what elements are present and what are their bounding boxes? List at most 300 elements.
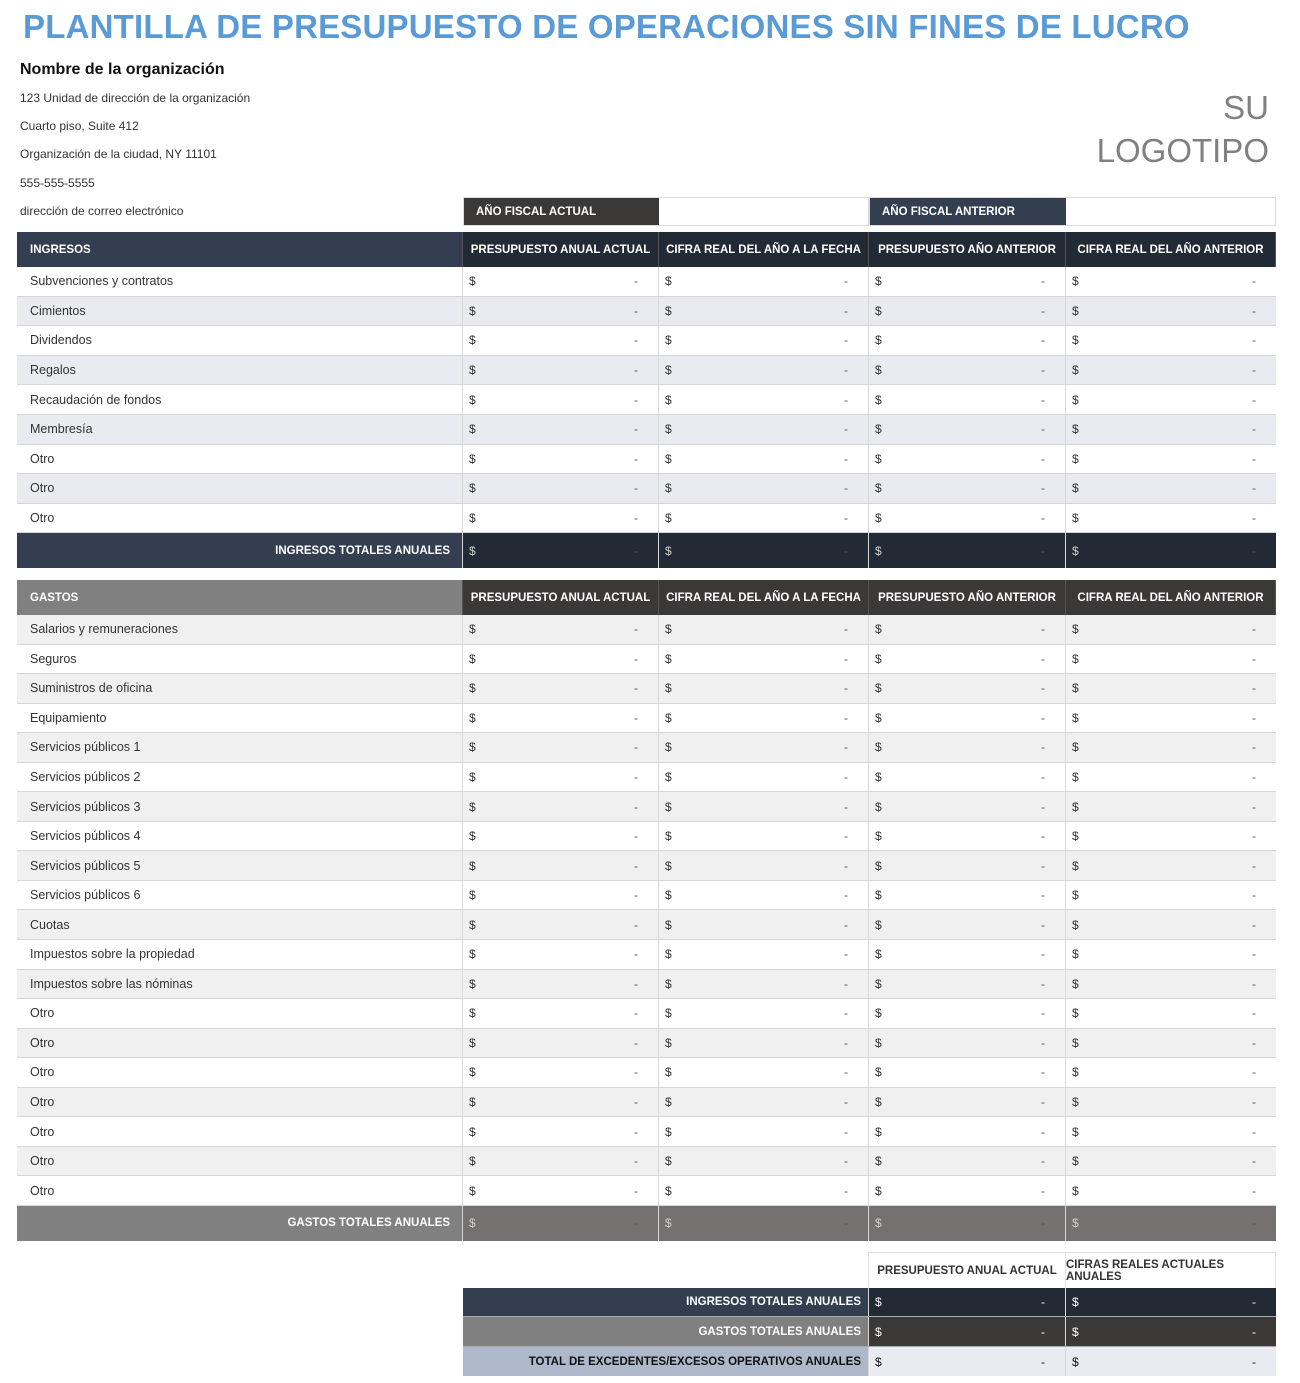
value-cell[interactable]: [463, 970, 659, 999]
value-cell[interactable]: [659, 674, 869, 703]
value-cell[interactable]: [463, 1176, 659, 1205]
currency-symbol: $: [875, 1295, 882, 1309]
value-cell[interactable]: [1066, 356, 1276, 385]
value: -: [634, 1124, 638, 1139]
value: -: [1252, 511, 1256, 526]
expenses-total-cell: [869, 1206, 1066, 1241]
table-row: [17, 1058, 1276, 1088]
row-label[interactable]: Servicios públicos 2: [17, 763, 463, 792]
expenses-total-row: [17, 1206, 1276, 1241]
organization-name[interactable]: Nombre de la organización: [20, 61, 225, 78]
value-cell[interactable]: [659, 822, 869, 851]
value-cell[interactable]: [659, 940, 869, 969]
value-cell[interactable]: [869, 1176, 1066, 1205]
summary-cell: [869, 1317, 1066, 1346]
value: -: [1041, 1295, 1045, 1309]
value: -: [844, 422, 848, 437]
value-cell[interactable]: [869, 970, 1066, 999]
value-cell[interactable]: [1066, 999, 1276, 1028]
value-cell[interactable]: [659, 326, 869, 355]
value: -: [844, 1006, 848, 1021]
currency-symbol: $: [469, 740, 476, 755]
value-cell[interactable]: [1066, 1176, 1276, 1205]
value-cell[interactable]: [869, 940, 1066, 969]
row-label[interactable]: Otro: [17, 474, 463, 503]
value: -: [844, 651, 848, 666]
currency-symbol: $: [875, 451, 882, 466]
currency-symbol: $: [1072, 740, 1079, 755]
value-cell[interactable]: [1066, 615, 1276, 644]
value-cell[interactable]: [659, 415, 869, 444]
currency-symbol: $: [665, 858, 672, 873]
value: -: [634, 888, 638, 903]
phone[interactable]: 555-555-5555: [20, 176, 95, 190]
value-cell[interactable]: [1066, 474, 1276, 503]
currency-symbol: $: [1072, 274, 1079, 289]
value: -: [1041, 451, 1045, 466]
value-cell[interactable]: [1066, 1117, 1276, 1146]
row-label[interactable]: Cuotas: [17, 910, 463, 939]
value-cell[interactable]: [869, 733, 1066, 762]
fiscal-year-current-label: AÑO FISCAL ACTUAL: [464, 198, 659, 225]
row-label[interactable]: Membresía: [17, 415, 463, 444]
value-cell[interactable]: [1066, 326, 1276, 355]
summary-row-surplus: [463, 1347, 1276, 1376]
currency-symbol: $: [875, 1006, 882, 1021]
value-cell[interactable]: [1066, 415, 1276, 444]
value: -: [1252, 1324, 1256, 1339]
col-header-prev-budget: PRESUPUESTO AÑO ANTERIOR: [869, 232, 1066, 267]
income-total-cell: [869, 533, 1066, 568]
value-cell[interactable]: [463, 645, 659, 674]
value: -: [844, 681, 848, 696]
value-cell[interactable]: [463, 910, 659, 939]
currency-symbol: $: [1072, 710, 1079, 725]
summary-col-header-actual: CIFRAS REALES ACTUALES ANUALES: [1066, 1252, 1276, 1288]
currency-symbol: $: [469, 1065, 476, 1080]
summary-col-header-budget: PRESUPUESTO ANUAL ACTUAL: [869, 1252, 1066, 1288]
currency-symbol: $: [469, 1216, 476, 1231]
currency-symbol: $: [1072, 511, 1079, 526]
value: -: [1041, 917, 1045, 932]
currency-symbol: $: [665, 947, 672, 962]
value-cell[interactable]: [463, 615, 659, 644]
currency-symbol: $: [469, 1095, 476, 1110]
value-cell[interactable]: [1066, 763, 1276, 792]
table-row: [17, 763, 1276, 793]
value-cell[interactable]: [463, 792, 659, 821]
value: -: [844, 740, 848, 755]
value: -: [1041, 1006, 1045, 1021]
email[interactable]: dirección de correo electrónico: [20, 204, 184, 218]
value: -: [844, 976, 848, 991]
value-cell[interactable]: [659, 1058, 869, 1087]
value: -: [844, 451, 848, 466]
value-cell[interactable]: [659, 733, 869, 762]
currency-symbol: $: [665, 888, 672, 903]
value-cell[interactable]: [1066, 645, 1276, 674]
value-cell[interactable]: [659, 504, 869, 533]
income-total-cell: [659, 533, 869, 568]
value: -: [634, 917, 638, 932]
value-cell[interactable]: [1066, 792, 1276, 821]
value-cell[interactable]: [463, 385, 659, 414]
currency-symbol: $: [1072, 422, 1079, 437]
currency-symbol: $: [875, 543, 882, 558]
value-cell[interactable]: [1066, 297, 1276, 326]
value-cell[interactable]: [869, 763, 1066, 792]
value-cell[interactable]: [659, 297, 869, 326]
value: -: [1252, 799, 1256, 814]
currency-symbol: $: [665, 363, 672, 378]
value: -: [634, 511, 638, 526]
value-cell[interactable]: [659, 704, 869, 733]
value-cell[interactable]: [659, 615, 869, 644]
fiscal-year-current-input[interactable]: [659, 198, 868, 225]
row-label[interactable]: Subvenciones y contratos: [17, 267, 463, 296]
currency-symbol: $: [875, 651, 882, 666]
value: -: [1252, 543, 1256, 558]
value-cell[interactable]: [463, 297, 659, 326]
value-cell[interactable]: [659, 792, 869, 821]
value: -: [1041, 651, 1045, 666]
value-cell[interactable]: [1066, 733, 1276, 762]
value-cell[interactable]: [869, 1147, 1066, 1176]
fiscal-year-current: [463, 197, 869, 226]
value-cell[interactable]: [1066, 1058, 1276, 1087]
value-cell[interactable]: [1066, 704, 1276, 733]
address-line-1[interactable]: 123 Unidad de dirección de la organización: [20, 91, 251, 105]
col-header-prev-actual: CIFRA REAL DEL AÑO ANTERIOR: [1066, 232, 1276, 267]
address-line-2[interactable]: Cuarto piso, Suite 412: [20, 119, 139, 133]
value-cell[interactable]: [1066, 445, 1276, 474]
row-label[interactable]: Servicios públicos 4: [17, 822, 463, 851]
value-cell[interactable]: [463, 1147, 659, 1176]
currency-symbol: $: [665, 543, 672, 558]
currency-symbol: $: [665, 511, 672, 526]
currency-symbol: $: [875, 799, 882, 814]
value: -: [1252, 1006, 1256, 1021]
value: -: [844, 543, 848, 558]
value: -: [1252, 1095, 1256, 1110]
row-label[interactable]: Impuestos sobre las nóminas: [17, 970, 463, 999]
table-row: [17, 881, 1276, 911]
currency-symbol: $: [469, 770, 476, 784]
value: -: [1252, 681, 1256, 696]
value-cell[interactable]: [1066, 940, 1276, 969]
value-cell[interactable]: [869, 267, 1066, 296]
value-cell[interactable]: [659, 645, 869, 674]
value: -: [1041, 1183, 1045, 1198]
value-cell[interactable]: [463, 504, 659, 533]
currency-symbol: $: [665, 799, 672, 814]
value: -: [1252, 333, 1256, 348]
value-cell[interactable]: [463, 733, 659, 762]
row-label[interactable]: Otro: [17, 1117, 463, 1146]
summary-row-expenses: [463, 1317, 1276, 1347]
value-cell[interactable]: [869, 881, 1066, 910]
value: -: [844, 303, 848, 318]
currency-symbol: $: [875, 917, 882, 932]
table-row: [17, 297, 1276, 327]
value: -: [1041, 422, 1045, 437]
row-label[interactable]: Otro: [17, 999, 463, 1028]
value-cell[interactable]: [659, 970, 869, 999]
value-cell[interactable]: [1066, 1088, 1276, 1117]
table-row: [17, 674, 1276, 704]
currency-symbol: $: [875, 622, 882, 637]
row-label[interactable]: Otro: [17, 445, 463, 474]
value-cell[interactable]: [659, 881, 869, 910]
value-cell[interactable]: [1066, 970, 1276, 999]
value: -: [844, 1154, 848, 1169]
value: -: [1041, 1035, 1045, 1050]
value-cell[interactable]: [463, 1058, 659, 1087]
value-cell[interactable]: [463, 881, 659, 910]
expenses-header: GASTOS: [17, 580, 463, 615]
value-cell[interactable]: [463, 1088, 659, 1117]
value-cell[interactable]: [659, 385, 869, 414]
logo-placeholder[interactable]: [1097, 86, 1269, 172]
currency-symbol: $: [469, 543, 476, 558]
value-cell[interactable]: [463, 356, 659, 385]
income-total-cell: [463, 533, 659, 568]
row-label[interactable]: Otro: [17, 1029, 463, 1058]
value: -: [1041, 740, 1045, 755]
value-cell[interactable]: [659, 474, 869, 503]
currency-symbol: $: [1072, 1183, 1079, 1198]
row-label[interactable]: Cimientos: [17, 297, 463, 326]
value-cell[interactable]: [463, 326, 659, 355]
row-label[interactable]: Otro: [17, 1058, 463, 1087]
value-cell[interactable]: [463, 851, 659, 880]
table-row: [17, 356, 1276, 386]
row-label[interactable]: Servicios públicos 1: [17, 733, 463, 762]
value-cell[interactable]: [869, 704, 1066, 733]
value-cell[interactable]: [869, 999, 1066, 1028]
currency-symbol: $: [1072, 651, 1079, 666]
value: -: [844, 858, 848, 873]
value: -: [844, 947, 848, 962]
value-cell[interactable]: [659, 356, 869, 385]
value: -: [1252, 274, 1256, 289]
value-cell[interactable]: [1066, 822, 1276, 851]
currency-symbol: $: [1072, 1035, 1079, 1050]
value: -: [844, 1216, 848, 1231]
row-label[interactable]: Suministros de oficina: [17, 674, 463, 703]
row-label[interactable]: Servicios públicos 3: [17, 792, 463, 821]
value-cell[interactable]: [659, 1176, 869, 1205]
value: -: [844, 481, 848, 496]
value-cell[interactable]: [1066, 881, 1276, 910]
summary-row-income: [463, 1288, 1276, 1317]
value-cell[interactable]: [463, 415, 659, 444]
row-label[interactable]: Dividendos: [17, 326, 463, 355]
currency-symbol: $: [665, 333, 672, 348]
value: -: [1252, 1154, 1256, 1169]
value-cell[interactable]: [1066, 267, 1276, 296]
currency-symbol: $: [1072, 1124, 1079, 1139]
value-cell[interactable]: [659, 445, 869, 474]
value-cell[interactable]: [463, 822, 659, 851]
value-cell[interactable]: [659, 1117, 869, 1146]
value-cell[interactable]: [659, 267, 869, 296]
value-cell[interactable]: [869, 415, 1066, 444]
value: -: [1252, 622, 1256, 637]
currency-symbol: $: [875, 1124, 882, 1139]
value-cell[interactable]: [869, 356, 1066, 385]
value-cell[interactable]: [1066, 1029, 1276, 1058]
currency-symbol: $: [665, 1154, 672, 1169]
value-cell[interactable]: [463, 1117, 659, 1146]
currency-symbol: $: [665, 422, 672, 437]
value-cell[interactable]: [463, 445, 659, 474]
currency-symbol: $: [665, 1183, 672, 1198]
currency-symbol: $: [1072, 333, 1079, 348]
value: -: [634, 481, 638, 496]
value-cell[interactable]: [1066, 385, 1276, 414]
currency-symbol: $: [469, 917, 476, 932]
value-cell[interactable]: [869, 645, 1066, 674]
currency-symbol: $: [1072, 770, 1079, 784]
value-cell[interactable]: [869, 822, 1066, 851]
currency-symbol: $: [875, 1324, 882, 1339]
currency-symbol: $: [469, 274, 476, 289]
value-cell[interactable]: [869, 504, 1066, 533]
value-cell[interactable]: [659, 851, 869, 880]
value-cell[interactable]: [463, 674, 659, 703]
value: -: [1041, 303, 1045, 318]
value: -: [844, 799, 848, 814]
row-label[interactable]: Seguros: [17, 645, 463, 674]
value-cell[interactable]: [463, 999, 659, 1028]
value: -: [1041, 858, 1045, 873]
value: -: [1252, 363, 1256, 378]
value: -: [634, 651, 638, 666]
value: -: [1041, 363, 1045, 378]
fiscal-year-previous-input[interactable]: [1066, 198, 1275, 225]
summary-table: [463, 1252, 1276, 1376]
summary-cell: [1066, 1317, 1276, 1346]
value-cell[interactable]: [659, 1029, 869, 1058]
value-cell[interactable]: [869, 1029, 1066, 1058]
table-row: [17, 1029, 1276, 1059]
row-label[interactable]: Otro: [17, 1147, 463, 1176]
value: -: [634, 392, 638, 407]
col-header-current-budget: PRESUPUESTO ANUAL ACTUAL: [463, 232, 659, 267]
value: -: [634, 422, 638, 437]
summary-cell: [1066, 1288, 1276, 1316]
summary-header-row: [463, 1252, 1276, 1288]
value: -: [634, 333, 638, 348]
value-cell[interactable]: [659, 1147, 869, 1176]
currency-symbol: $: [1072, 1095, 1079, 1110]
value-cell[interactable]: [659, 1088, 869, 1117]
currency-symbol: $: [469, 1006, 476, 1021]
value-cell[interactable]: [1066, 504, 1276, 533]
value-cell[interactable]: [869, 1058, 1066, 1087]
value-cell[interactable]: [659, 763, 869, 792]
currency-symbol: $: [1072, 1006, 1079, 1021]
currency-symbol: $: [469, 651, 476, 666]
value-cell[interactable]: [659, 910, 869, 939]
table-row: [17, 474, 1276, 504]
value: -: [634, 829, 638, 844]
row-label[interactable]: Otro: [17, 1088, 463, 1117]
value-cell[interactable]: [869, 297, 1066, 326]
value: -: [1252, 1183, 1256, 1198]
value-cell[interactable]: [869, 615, 1066, 644]
row-label[interactable]: Servicios públicos 6: [17, 881, 463, 910]
row-label[interactable]: Impuestos sobre la propiedad: [17, 940, 463, 969]
value-cell[interactable]: [869, 910, 1066, 939]
value: -: [1252, 770, 1256, 784]
row-label[interactable]: Otro: [17, 504, 463, 533]
value-cell[interactable]: [1066, 674, 1276, 703]
value: -: [634, 858, 638, 873]
expenses-total-cell: [659, 1206, 869, 1241]
value: -: [844, 1124, 848, 1139]
currency-symbol: $: [875, 1183, 882, 1198]
value-cell[interactable]: [869, 474, 1066, 503]
value-cell[interactable]: [463, 940, 659, 969]
currency-symbol: $: [665, 917, 672, 932]
city-line[interactable]: Organización de la ciudad, NY 11101: [20, 147, 217, 161]
value: -: [1252, 451, 1256, 466]
row-label[interactable]: Servicios públicos 5: [17, 851, 463, 880]
value: -: [634, 543, 638, 558]
table-row: [17, 999, 1276, 1029]
row-label[interactable]: Regalos: [17, 356, 463, 385]
expenses-total-cell: [1066, 1206, 1276, 1241]
value-cell[interactable]: [1066, 851, 1276, 880]
value-cell[interactable]: [869, 792, 1066, 821]
value-cell[interactable]: [869, 851, 1066, 880]
value-cell[interactable]: [869, 1117, 1066, 1146]
value-cell[interactable]: [869, 674, 1066, 703]
value: -: [1252, 1065, 1256, 1080]
row-label[interactable]: Otro: [17, 1176, 463, 1205]
row-label[interactable]: Recaudación de fondos: [17, 385, 463, 414]
value-cell[interactable]: [869, 1088, 1066, 1117]
value-cell[interactable]: [1066, 910, 1276, 939]
value-cell[interactable]: [463, 763, 659, 792]
currency-symbol: $: [665, 303, 672, 318]
table-row: [17, 1176, 1276, 1206]
value-cell[interactable]: [659, 999, 869, 1028]
currency-symbol: $: [665, 681, 672, 696]
value: -: [634, 1154, 638, 1169]
currency-symbol: $: [665, 770, 672, 784]
value: -: [1041, 511, 1045, 526]
currency-symbol: $: [469, 976, 476, 991]
row-label[interactable]: Equipamiento: [17, 704, 463, 733]
value-cell[interactable]: [463, 704, 659, 733]
value-cell[interactable]: [869, 385, 1066, 414]
table-row: [17, 733, 1276, 763]
value-cell[interactable]: [463, 474, 659, 503]
value-cell[interactable]: [463, 1029, 659, 1058]
currency-symbol: $: [665, 1124, 672, 1139]
row-label[interactable]: Salarios y remuneraciones: [17, 615, 463, 644]
value: -: [634, 451, 638, 466]
value-cell[interactable]: [463, 267, 659, 296]
value-cell[interactable]: [869, 445, 1066, 474]
value-cell[interactable]: [869, 326, 1066, 355]
income-total-label: INGRESOS TOTALES ANUALES: [17, 533, 463, 568]
value-cell[interactable]: [1066, 1147, 1276, 1176]
currency-symbol: $: [875, 710, 882, 725]
